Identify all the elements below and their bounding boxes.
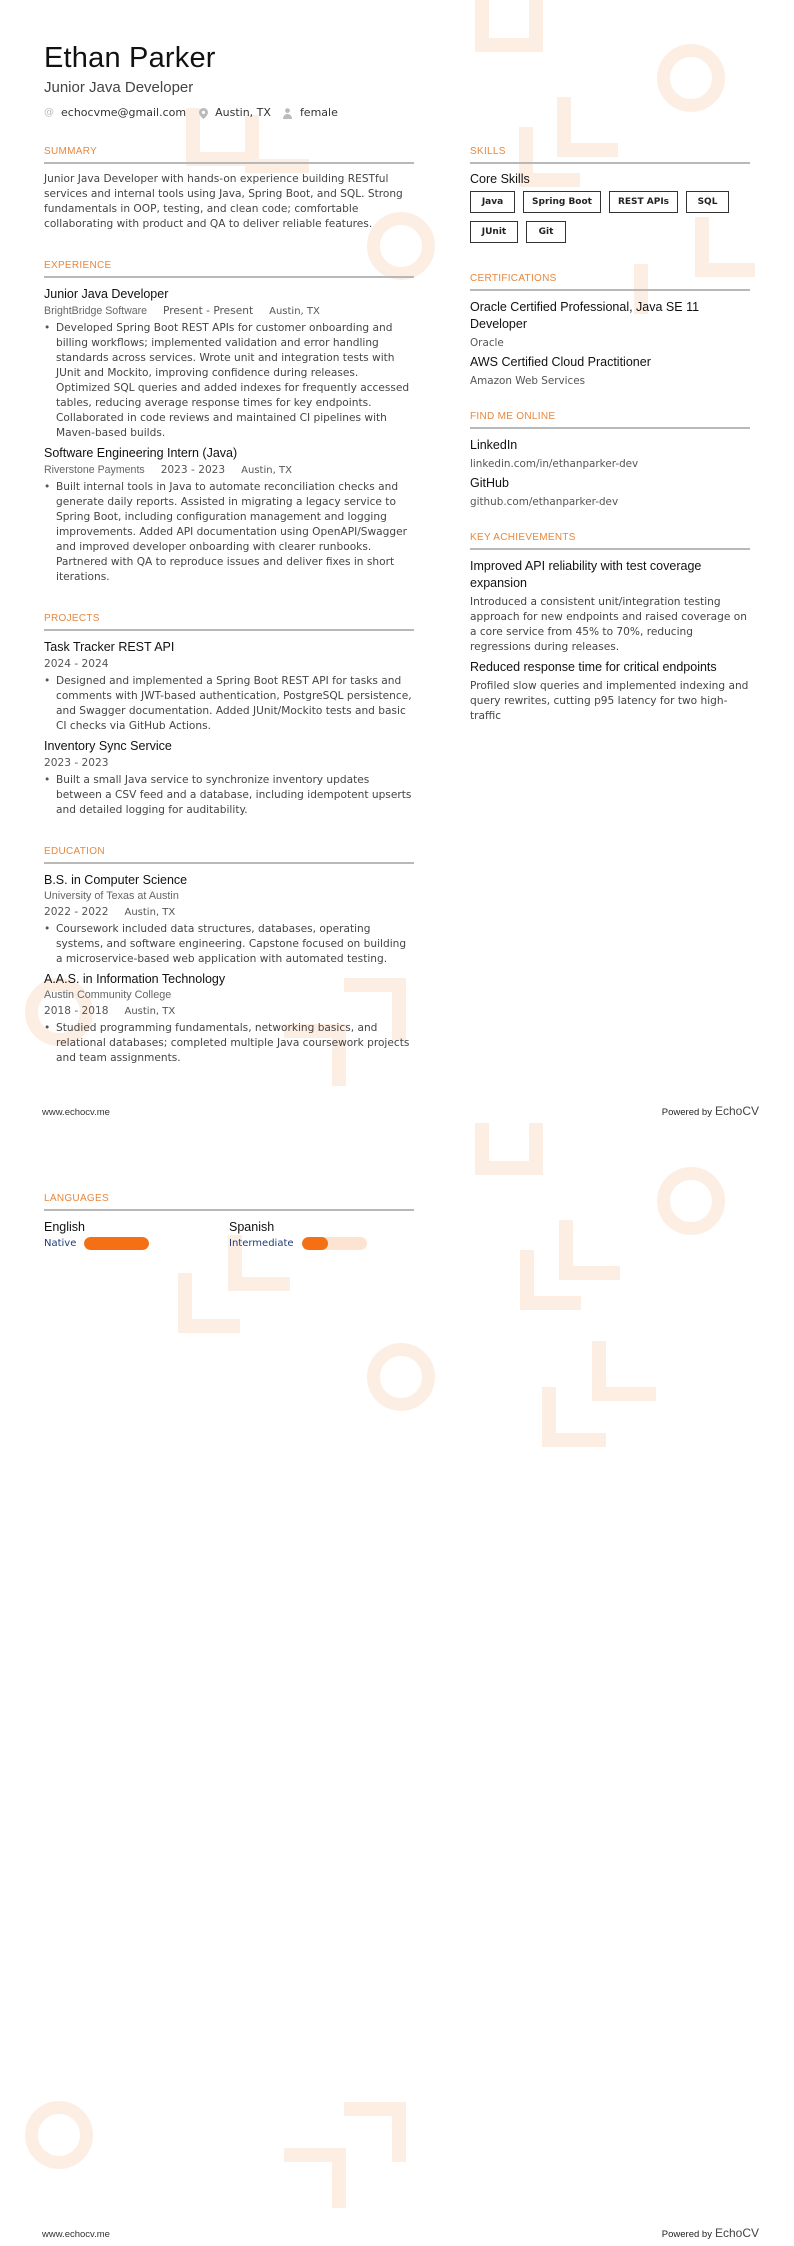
project-dates-value: 2023 - 2023: [44, 757, 109, 769]
skills-group-title: Core Skills: [470, 172, 530, 186]
education-bullet: • Coursework included data structures, databases, operating systems, and software engineering. Capstone focused on building a microservice-based web application with automated testing.: [44, 922, 414, 967]
job-location: Austin, TX: [241, 465, 292, 476]
education-section: [44, 846, 414, 1066]
school-name: University of Texas at Austin: [44, 890, 179, 902]
language-level: Native: [44, 1238, 77, 1249]
candidate-name: Ethan Parker: [44, 42, 216, 74]
projects-title: PROJECTS: [44, 613, 414, 631]
resume-header: [44, 42, 350, 119]
company-name: Riverstone Payments: [44, 464, 145, 476]
job-bullet: • Built internal tools in Java to automate reconciliation checks and generate daily reports. Assisted in migrating a legacy service to Spring Boot, including configuration management and logging improvements. Added API documentation using OpenAPI/Swagger and improved developer onboarding with clearer runbooks. Partnered with QA to reproduce issues and deliver fixes in short iterations.: [44, 480, 414, 585]
decor-ring: [367, 1343, 435, 1411]
language-proficiency-bar: [302, 1237, 367, 1250]
project-entry: [44, 639, 414, 734]
experience-entry: [44, 286, 414, 441]
achievement-title: Improved API reliability with test coverage expansion: [470, 559, 702, 590]
powered-by-label: Powered by: [661, 1107, 712, 1118]
decor-bracket: [475, 1123, 543, 1175]
skill-chip: JUnit: [470, 221, 518, 243]
skill-chip: REST APIs: [609, 191, 678, 213]
education-entry: [44, 872, 414, 967]
decor-bracket: [475, 0, 543, 52]
project-bullet: • Designed and implemented a Spring Boot REST API for tasks and comments with JWT-based authentication, PostgreSQL persistence, and Swagger documentation. Added JUnit/Mockito tests and basic CI checks via GitHub Actions.: [44, 674, 414, 734]
project-entry: [44, 738, 414, 818]
job-meta: [44, 463, 414, 478]
online-section: [470, 411, 750, 510]
experience-title: EXPERIENCE: [44, 260, 414, 278]
certifications-section: [470, 273, 750, 389]
location-pin-icon: [198, 108, 208, 118]
proficiency-fill: [84, 1237, 149, 1250]
decor-corner: [542, 1387, 606, 1447]
decor-corner: [284, 2148, 346, 2208]
education-dates: 2022 - 2022: [44, 906, 109, 918]
education-dates: 2018 - 2018: [44, 1005, 109, 1017]
decor-corner: [178, 1273, 240, 1333]
decor-ring: [657, 44, 725, 112]
skill-chip: Spring Boot: [523, 191, 601, 213]
job-meta: [44, 304, 414, 319]
decor-ring: [657, 1167, 725, 1235]
education-meta: [44, 905, 414, 920]
degree-name: A.A.S. in Information Technology: [44, 972, 226, 986]
page-footer: [42, 1104, 759, 1118]
project-name: Inventory Sync Service: [44, 739, 172, 753]
brand-name: EchoCV: [714, 2226, 759, 2240]
profile-label: GitHub: [470, 476, 509, 490]
skill-chip: Java: [470, 191, 515, 213]
contact-location-value: Austin, TX: [215, 106, 271, 119]
skill-chip: Git: [526, 221, 566, 243]
brand-name: EchoCV: [714, 1104, 759, 1118]
language-item: [229, 1219, 414, 1250]
profile-label: LinkedIn: [470, 438, 518, 452]
project-bullet: • Built a small Java service to synchronize inventory updates between a CSV feed and a database, including idempotent upserts and detailed logging for auditability.: [44, 773, 414, 818]
contact-gender: [283, 106, 338, 119]
languages-title: LANGUAGES: [44, 1193, 414, 1211]
online-title: FIND ME ONLINE: [470, 411, 750, 429]
job-dates: 2023 - 2023: [160, 464, 226, 476]
achievement-text: Profiled slow queries and implemented indexing and query rewrites, cutting p95 latency for two high-traffic: [470, 680, 749, 722]
at-icon: @: [44, 106, 54, 118]
footer-powered: [662, 2226, 759, 2240]
project-dates: [44, 756, 414, 771]
job-title: Software Engineering Intern (Java): [44, 446, 238, 460]
experience-section: [44, 260, 414, 585]
linkedin-link[interactable]: linkedin.com/in/ethanparker-dev: [470, 458, 639, 470]
language-name: English: [44, 1220, 85, 1234]
languages-column: [44, 1193, 414, 1278]
certification-name: AWS Certified Cloud Practitioner: [470, 355, 651, 369]
language-name: Spanish: [229, 1220, 275, 1234]
certification-issuer: Oracle: [470, 337, 504, 349]
language-level: Intermediate: [229, 1238, 294, 1249]
education-meta: [44, 1004, 414, 1019]
skill-chip: SQL: [686, 191, 729, 213]
certification-name: Oracle Certified Professional, Java SE 11 Developer: [470, 300, 700, 331]
decor-corner: [520, 1250, 581, 1310]
footer-site-link[interactable]: www.echocv.me: [42, 2229, 110, 2240]
project-name: Task Tracker REST API: [44, 640, 175, 654]
left-column: [44, 146, 414, 1094]
contact-email-value: echocvme@gmail.com: [61, 106, 187, 119]
languages-section: [44, 1193, 414, 1250]
company-name: BrightBridge Software: [44, 305, 148, 317]
page-footer: [42, 2226, 759, 2240]
education-title: EDUCATION: [44, 846, 414, 864]
job-dates: Present - Present: [163, 305, 254, 317]
decor-ring: [25, 2101, 93, 2169]
job-location: Austin, TX: [269, 306, 320, 317]
degree-name: B.S. in Computer Science: [44, 873, 188, 887]
certification-issuer: Amazon Web Services: [470, 375, 586, 387]
experience-entry: [44, 445, 414, 585]
achievements-title: KEY ACHIEVEMENTS: [470, 532, 750, 550]
summary-text: Junior Java Developer with hands-on experience building RESTful services and internal tools using Java, Spring Boot, and SQL. Strong fundamentals in OOP, testing, and clean code; comfortable collaborating with product and QA to deliver reliable features.: [44, 173, 403, 230]
footer-site-link[interactable]: www.echocv.me: [42, 1107, 110, 1118]
certifications-title: CERTIFICATIONS: [470, 273, 750, 291]
decor-corner: [344, 2102, 406, 2162]
job-title: Junior Java Developer: [44, 287, 169, 301]
contact-location: [198, 106, 271, 119]
footer-powered: [662, 1104, 759, 1118]
contact-gender-value: female: [299, 106, 338, 119]
contact-list: [44, 106, 350, 119]
skills-section: [470, 146, 750, 251]
education-location: Austin, TX: [124, 907, 176, 918]
contact-email[interactable]: [44, 106, 186, 119]
school-name: Austin Community College: [44, 989, 172, 1001]
project-dates-value: 2024 - 2024: [44, 658, 109, 670]
right-column: [470, 146, 750, 752]
person-icon: [283, 108, 293, 118]
projects-section: [44, 613, 414, 818]
education-entry: [44, 971, 414, 1066]
skill-chips: [470, 191, 740, 251]
education-location: Austin, TX: [124, 1006, 176, 1017]
proficiency-fill: [302, 1237, 328, 1250]
language-item: [44, 1219, 229, 1250]
education-bullet: • Studied programming fundamentals, networking basics, and relational databases; completed multiple Java coursework projects and team assignments.: [44, 1021, 414, 1066]
achievement-text: Introduced a consistent unit/integration testing approach for new endpoints and raised coverage on a core service from 45% to 70%, reducing regressions during releases.: [470, 596, 747, 653]
summary-title: SUMMARY: [44, 146, 414, 164]
summary-section: [44, 146, 414, 232]
powered-by-label: Powered by: [661, 2229, 712, 2240]
project-dates: [44, 657, 414, 672]
candidate-headline: Junior Java Developer: [44, 79, 194, 96]
language-proficiency-bar: [84, 1237, 149, 1250]
skills-title: SKILLS: [470, 146, 750, 164]
language-list: [44, 1219, 414, 1250]
achievement-title: Reduced response time for critical endpoints: [470, 660, 717, 674]
achievements-section: [470, 532, 750, 724]
job-bullet: • Developed Spring Boot REST APIs for customer onboarding and billing workflows; implemented validation and error handling standards across services. Wrote unit and integration tests with JUnit and Mockito, improving confidence during releases. Optimized SQL queries and added indexes for frequently accessed tables, reducing average response times for key endpoints. Collaborated in code reviews and maintained CI pipelines with Maven-based builds.: [44, 321, 414, 441]
github-link[interactable]: github.com/ethanparker-dev: [470, 496, 619, 508]
